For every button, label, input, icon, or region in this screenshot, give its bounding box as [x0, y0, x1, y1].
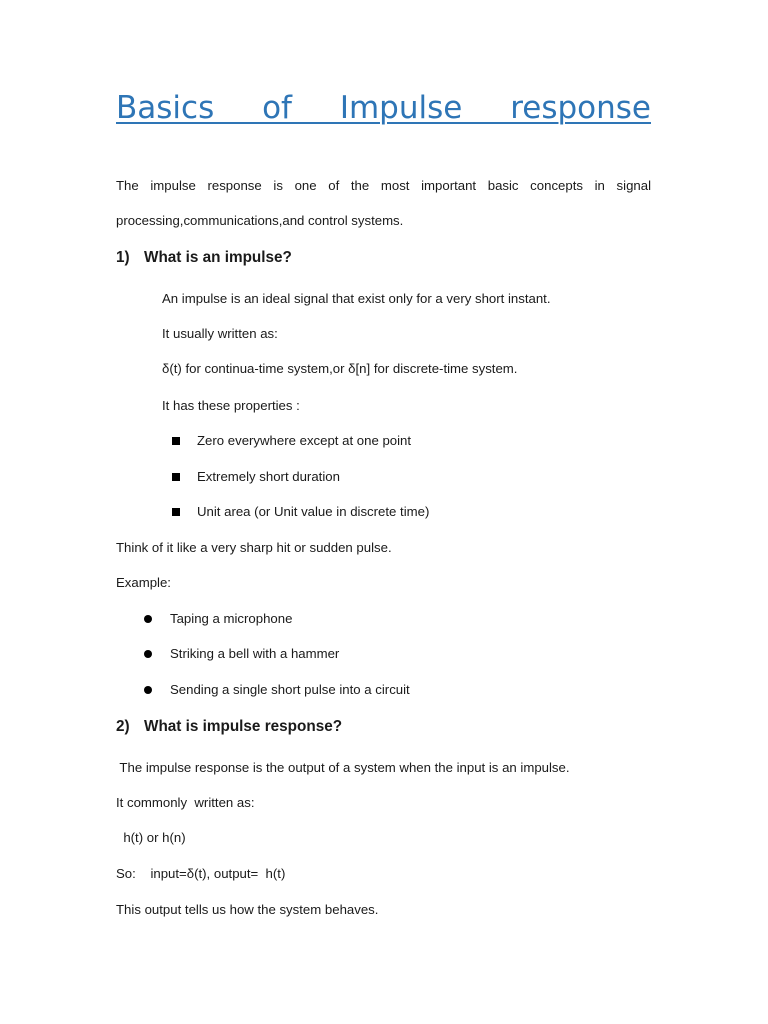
- square-bullet-icon: [172, 508, 180, 516]
- section-1-number: 1): [116, 249, 130, 266]
- section-2-heading: [116, 717, 342, 737]
- property-text: Extremely short duration: [197, 469, 340, 484]
- circle-bullet-icon: [144, 686, 152, 694]
- impulse-written-as: It usually written as:: [162, 326, 278, 341]
- circle-bullet-icon: [144, 650, 152, 658]
- properties-intro: It has these properties :: [162, 398, 300, 413]
- intro-line-1: The impulse response is one of the most important basic concepts in signal: [116, 178, 651, 193]
- example-label: Example:: [116, 575, 171, 590]
- section-1-heading-text: What is an impulse?: [144, 249, 292, 266]
- impulse-notation: δ(t) for continua-time system,or δ[n] for discrete-time system.: [162, 361, 518, 376]
- section-2-number: 2): [116, 718, 130, 735]
- impulse-response-definition: The impulse response is the output of a system when the input is an impulse.: [116, 760, 570, 775]
- square-bullet-icon: [172, 473, 180, 481]
- circle-bullet-icon: [144, 615, 152, 623]
- example-text: Taping a microphone: [170, 611, 293, 626]
- property-text: Unit area (or Unit value in discrete time): [197, 504, 430, 519]
- system-behavior-note: This output tells us how the system behaves.: [116, 902, 379, 917]
- impulse-definition: An impulse is an ideal signal that exist only for a very short instant.: [162, 291, 551, 306]
- section-2-heading-text: What is impulse response?: [144, 718, 343, 735]
- example-text: Sending a single short pulse into a circuit: [170, 682, 410, 697]
- section-1-heading: [116, 248, 292, 268]
- property-text: Zero everywhere except at one point: [197, 433, 412, 448]
- impulse-response-notation: h(t) or h(n): [116, 830, 186, 845]
- square-bullet-icon: [172, 437, 180, 445]
- example-text: Striking a bell with a hammer: [170, 646, 340, 661]
- input-output-relation: So: input=δ(t), output= h(t): [116, 866, 286, 881]
- impulse-analogy: Think of it like a very sharp hit or sudden pulse.: [116, 540, 392, 555]
- impulse-response-written-as: It commonly written as:: [116, 795, 255, 810]
- intro-line-2: processing,communications,and control systems.: [116, 213, 404, 228]
- document-title: Basics of Impulse response: [116, 90, 651, 126]
